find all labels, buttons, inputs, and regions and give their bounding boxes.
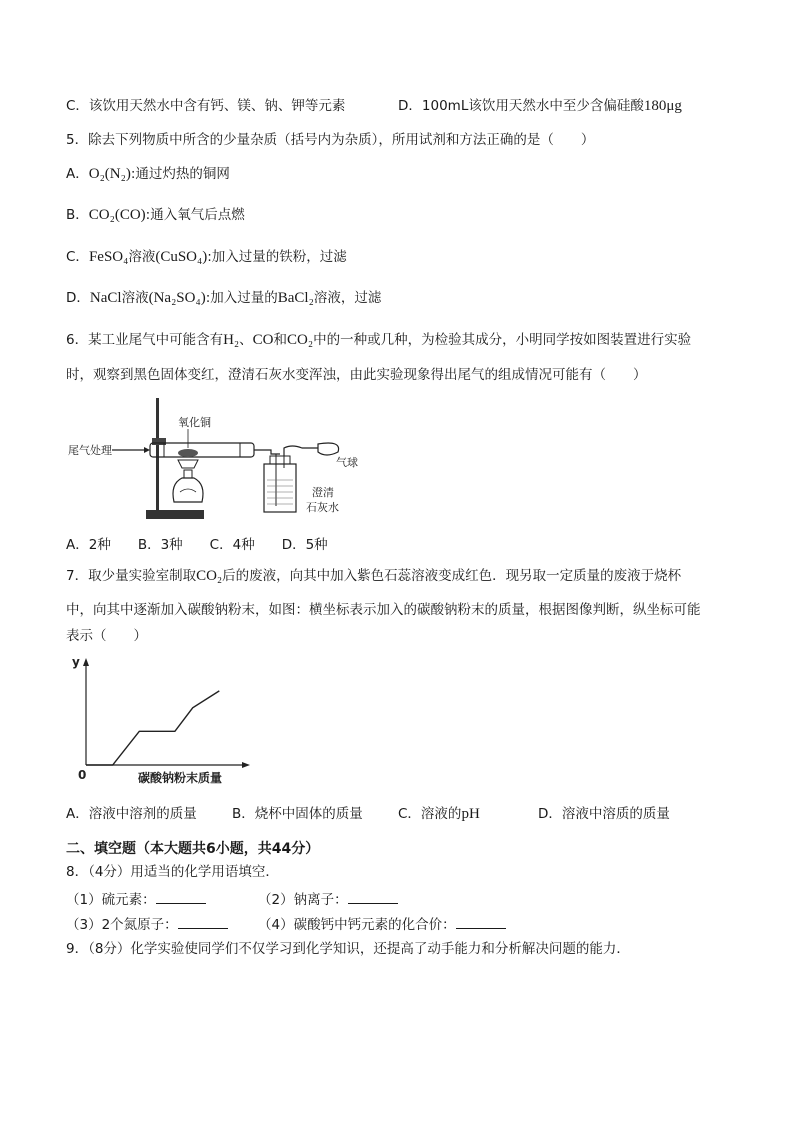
answer-blank[interactable] (348, 889, 398, 904)
blank-label: （4）碳酸钙中钙元素的化合价： (258, 917, 456, 933)
text: 后的废液，向其中加入紫色石蕊溶液变成红色．现另取一定质量的废液于烧杯 (222, 568, 682, 584)
balloon-tube (284, 446, 318, 456)
text: 7．取少量实验室制取 (66, 568, 197, 584)
lamp-neck (184, 470, 192, 478)
formula: CO₂ (196, 568, 223, 584)
q7-stem-line2: 中，向其中逐渐加入碳酸钠粉末，如图：横坐标表示加入的碳酸钠粉末的质量，根据图像判断，纵坐标可能 (66, 602, 701, 618)
text: 和 (273, 332, 287, 348)
q8-blank-2 (258, 889, 398, 909)
section-title: 二、填空题（本大题共6小题，共44分） (66, 841, 320, 857)
label-copper-oxide: 氧化铜 (178, 416, 211, 429)
balloon (318, 443, 339, 455)
q8-blank-1 (66, 889, 206, 909)
formula: H₂ (223, 332, 240, 348)
outlet-tube (254, 450, 280, 454)
y-axis-label: y (72, 655, 80, 669)
lamp-liquid (180, 489, 196, 492)
bottle-stopper (270, 456, 290, 464)
text: 、 (239, 332, 253, 348)
option-text: :加入过量的铁粉，过滤 (207, 249, 347, 265)
glass-tube (150, 443, 254, 457)
q5-option-d (66, 289, 381, 307)
chart-series-line (86, 691, 219, 765)
option-letter: D． (66, 290, 90, 306)
alcohol-lamp (173, 478, 203, 502)
text: C．溶液的 (398, 806, 462, 822)
origin-label: 0 (78, 768, 87, 782)
q8-blank-4 (258, 914, 506, 934)
option-text: 溶液 (121, 290, 149, 306)
x-axis-arrow-icon (242, 762, 250, 768)
text: 中的一种或几种，为检验其成分，小明同学按如图装置进行实验 (313, 332, 692, 348)
q7-stem-line1 (66, 567, 681, 585)
option-letter: B． (66, 207, 89, 223)
formula: FeSO₄ (88, 249, 129, 265)
option-letter: A． (66, 166, 89, 182)
label-balloon: 气球 (336, 456, 358, 469)
q4-option-d-value: 180μg (643, 98, 682, 114)
q9-stem: 9．（8分）化学实验使同学们不仅学习到化学知识，还提高了动手能力和分析解决问题的能力． (66, 941, 630, 957)
flame-guard (178, 460, 198, 468)
option-text: :通入氧气后点燃 (145, 207, 245, 223)
q5-option-b (66, 206, 245, 224)
answer-blank[interactable] (456, 914, 506, 929)
q6-stem-line2: 时，观察到黑色固体变红，澄清石灰水变浑浊，由此实验现象得出尾气的组成情况可能有（ ） (66, 367, 647, 383)
blank-label: （1）硫元素： (66, 892, 156, 908)
formula: CO₂ (287, 332, 314, 348)
y-axis-arrow-icon (83, 658, 89, 666)
q5-option-a (66, 165, 230, 183)
q5-option-c (66, 248, 347, 266)
chart-axes (83, 658, 250, 768)
formula: BaCl₂ (277, 290, 314, 306)
q6-options: A．2种 B．3种 C．4种 D．5种 (66, 537, 328, 553)
q7-option-d: D．溶液中溶质的质量 (538, 806, 670, 822)
formula: pH (461, 806, 480, 822)
formula: (CuSO₄) (155, 249, 208, 265)
q4-option-d (398, 97, 682, 115)
x-axis-label: 碳酸钠粉末质量 (138, 771, 223, 785)
q7-chart (66, 650, 256, 790)
formula: NaCl (89, 290, 122, 306)
q7-option-c (398, 805, 480, 823)
q8-stem: 8．（4分）用适当的化学用语填空． (66, 864, 279, 880)
q7-option-a: A．溶液中溶剂的质量 (66, 806, 197, 822)
q4-option-c: C．该饮用天然水中含有钙、镁、钠、钾等元素 (66, 98, 346, 114)
label-lime-water-2: 石灰水 (306, 501, 339, 514)
label-gas-treatment: 尾气处理 (68, 444, 112, 457)
blank-label: （2）钠离子： (258, 892, 348, 908)
blank-label: （3）2个氮原子： (66, 917, 178, 933)
gas-arrow-icon (144, 447, 150, 453)
formula: CO (252, 332, 274, 348)
option-text: 溶液，过滤 (313, 290, 382, 306)
stand-base (146, 510, 204, 519)
formula: (Na₂SO₄) (148, 290, 206, 306)
q6-apparatus-figure (66, 392, 366, 524)
formula: CO₂(CO) (88, 207, 146, 223)
option-text: 溶液 (128, 249, 156, 265)
q4-option-d-text: D．100mL该饮用天然水中至少含偏硅酸 (398, 98, 644, 114)
text: 6．某工业尾气中可能含有 (66, 332, 224, 348)
stand-rod (156, 398, 159, 510)
q7-stem-line3: 表示（ ） (66, 628, 147, 644)
copper-oxide-powder (178, 449, 198, 457)
label-lime-water-1: 澄清 (312, 486, 334, 499)
wash-bottle (264, 464, 296, 512)
lime-water-hatching (267, 480, 293, 504)
q8-blank-3 (66, 914, 228, 934)
q5-stem: 5．除去下列物质中所含的少量杂质（括号内为杂质），所用试剂和方法正确的是（ ） (66, 132, 595, 148)
q7-option-b: B．烧杯中固体的质量 (232, 806, 363, 822)
answer-blank[interactable] (178, 914, 228, 929)
q6-stem-line1 (66, 331, 691, 349)
option-letter: C． (66, 249, 89, 265)
option-text: :加入过量的 (205, 290, 278, 306)
answer-blank[interactable] (156, 889, 206, 904)
option-text: :通过灼热的铜网 (130, 166, 230, 182)
formula: O₂(N₂) (88, 166, 131, 182)
